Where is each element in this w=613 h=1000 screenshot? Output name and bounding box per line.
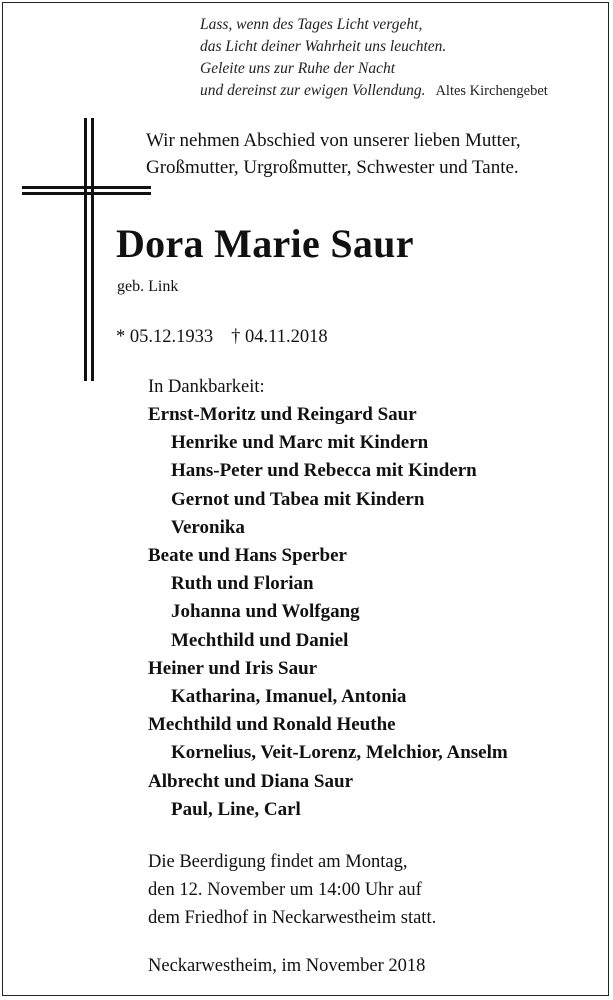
intro-line: Wir nehmen Abschied von unserer lieben Mutter, bbox=[146, 130, 521, 151]
family-member-child: Hans-Peter und Rebecca mit Kindern bbox=[171, 460, 477, 482]
cross-horizontal-bar bbox=[22, 186, 151, 189]
funeral-line: den 12. November um 14:00 Uhr auf bbox=[148, 880, 422, 900]
cross-vertical-bar bbox=[91, 118, 94, 381]
family-member-child: Mechthild und Daniel bbox=[171, 629, 349, 651]
motto-line: Lass, wenn des Tages Licht vergeht, bbox=[200, 16, 423, 33]
thanks-heading: In Dankbarkeit: bbox=[148, 377, 265, 397]
motto-source: Altes Kirchengebet bbox=[435, 83, 548, 99]
family-member-parent: Mechthild und Ronald Heuthe bbox=[148, 714, 396, 736]
intro-text bbox=[146, 127, 596, 181]
funeral-line: dem Friedhof in Neckarwestheim statt. bbox=[148, 908, 437, 928]
family-member-child: Paul, Line, Carl bbox=[171, 798, 301, 820]
intro-line: Großmutter, Urgroßmutter, Schwester und Tante. bbox=[146, 157, 519, 178]
cross-horizontal-bar bbox=[22, 192, 151, 195]
funeral-info bbox=[148, 848, 598, 932]
life-dates bbox=[116, 327, 328, 348]
maiden-name: geb. Link bbox=[117, 278, 179, 295]
motto-verse bbox=[200, 14, 600, 102]
place-date: Neckarwestheim, im November 2018 bbox=[148, 956, 426, 976]
family-member-parent: Ernst-Moritz und Reingard Saur bbox=[148, 404, 417, 425]
motto-line: das Licht deiner Wahrheit uns leuchten. bbox=[200, 38, 447, 55]
family-member-child: Kornelius, Veit-Lorenz, Melchior, Anselm bbox=[171, 742, 508, 764]
family-list bbox=[148, 373, 598, 824]
family-rows bbox=[148, 401, 598, 824]
family-member-parent: Beate und Hans Sperber bbox=[148, 545, 347, 567]
family-member-child: Johanna und Wolfgang bbox=[171, 601, 360, 623]
family-member-child: Ruth und Florian bbox=[171, 573, 314, 595]
birth-date: * 05.12.1933 bbox=[116, 327, 214, 347]
family-member-child: Katharina, Imanuel, Antonia bbox=[171, 686, 407, 708]
motto-line: Geleite uns zur Ruhe der Nacht bbox=[200, 60, 396, 77]
deceased-name: Dora Marie Saur bbox=[116, 221, 414, 266]
motto-line bbox=[200, 80, 600, 102]
death-date: † 04.11.2018 bbox=[231, 327, 328, 347]
cross-vertical-bar bbox=[84, 118, 87, 381]
family-member-child: Veronika bbox=[171, 516, 245, 538]
motto-line-text: und dereinst zur ewigen Vollendung. bbox=[200, 82, 426, 99]
family-member-parent: Heiner und Iris Saur bbox=[148, 657, 318, 679]
family-member-parent: Albrecht und Diana Saur bbox=[148, 770, 354, 792]
funeral-line: Die Beerdigung findet am Montag, bbox=[148, 852, 408, 872]
family-member-child: Henrike und Marc mit Kindern bbox=[171, 432, 429, 454]
family-member-child: Gernot und Tabea mit Kindern bbox=[171, 488, 425, 510]
